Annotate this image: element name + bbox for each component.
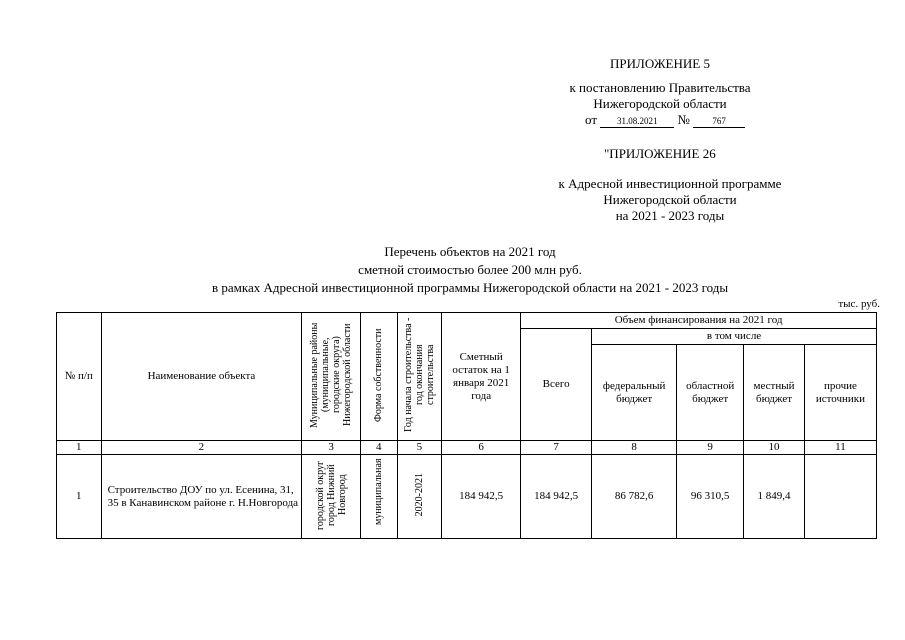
header-federal: федеральный бюджет (592, 345, 677, 441)
region-line: Нижегородской области (593, 96, 727, 111)
program-line-1: к Адресной инвестиционной программе (558, 176, 782, 191)
title-line-2: сметной стоимостью более 200 млн руб. (358, 262, 582, 277)
col-number: 10 (744, 441, 805, 455)
row-object-name: Строительство ДОУ по ул. Есенина, 31, 35 в Канавинском районе г. Н.Новгорода (101, 455, 302, 539)
col-number: 4 (361, 441, 397, 455)
number-value: 767 (693, 116, 745, 128)
program-line-2: Нижегородской области (603, 192, 737, 207)
date-prefix: от (585, 112, 598, 127)
row-local: 1 849,4 (744, 455, 805, 539)
header-district: Муниципальные районы (муниципальные, городские округа) Нижегородской области (302, 313, 361, 441)
header-regional: областной бюджет (677, 345, 744, 441)
row-num: 1 (57, 455, 102, 539)
col-number: 11 (804, 441, 876, 455)
header-years: Год начала строительства - год окончания строительства (397, 313, 442, 441)
header-local: местный бюджет (744, 345, 805, 441)
row-district: городской округ город Нижний Новгород (302, 455, 361, 539)
header-balance: Сметный остаток на 1 января 2021 года (442, 313, 521, 441)
column-numbers-row (57, 441, 877, 455)
col-number: 6 (442, 441, 521, 455)
col-number: 9 (677, 441, 744, 455)
units-label: тыс. руб. (838, 298, 880, 310)
header-num: № п/п (57, 313, 102, 441)
number-sign: № (677, 112, 690, 127)
appendix-5-label: ПРИЛОЖЕНИЕ 5 (610, 56, 710, 71)
col-number: 8 (592, 441, 677, 455)
date-value: 31.08.2021 (600, 116, 674, 128)
col-number: 3 (302, 441, 361, 455)
row-ownership: муниципальная (361, 455, 397, 539)
decree-line: к постановлению Правительства (569, 80, 751, 95)
objects-table (56, 312, 877, 539)
title-line-3: в рамках Адресной инвестиционной программы Нижегородской области на 2021 - 2023 годы (211, 280, 729, 295)
header-other: прочие источники (804, 345, 876, 441)
table-row (57, 455, 877, 539)
date-number-line (585, 112, 785, 128)
row-regional: 96 310,5 (677, 455, 744, 539)
header-name: Наименование объекта (101, 313, 302, 441)
header-total: Всего (521, 329, 592, 441)
row-total: 184 942,5 (521, 455, 592, 539)
col-number: 7 (521, 441, 592, 455)
row-years: 2020-2021 (397, 455, 442, 539)
col-number: 2 (101, 441, 302, 455)
header-funding: Объем финансирования на 2021 год (521, 313, 877, 329)
row-federal: 86 782,6 (592, 455, 677, 539)
row-balance: 184 942,5 (442, 455, 521, 539)
title-line-1: Перечень объектов на 2021 год (384, 244, 556, 259)
appendix-26-label: "ПРИЛОЖЕНИЕ 26 (604, 146, 716, 161)
col-number: 5 (397, 441, 442, 455)
header-including: в том числе (592, 329, 877, 345)
program-line-3: на 2021 - 2023 годы (615, 208, 725, 223)
row-other (804, 455, 876, 539)
header-ownership: Форма собственности (361, 313, 397, 441)
col-number: 1 (57, 441, 102, 455)
